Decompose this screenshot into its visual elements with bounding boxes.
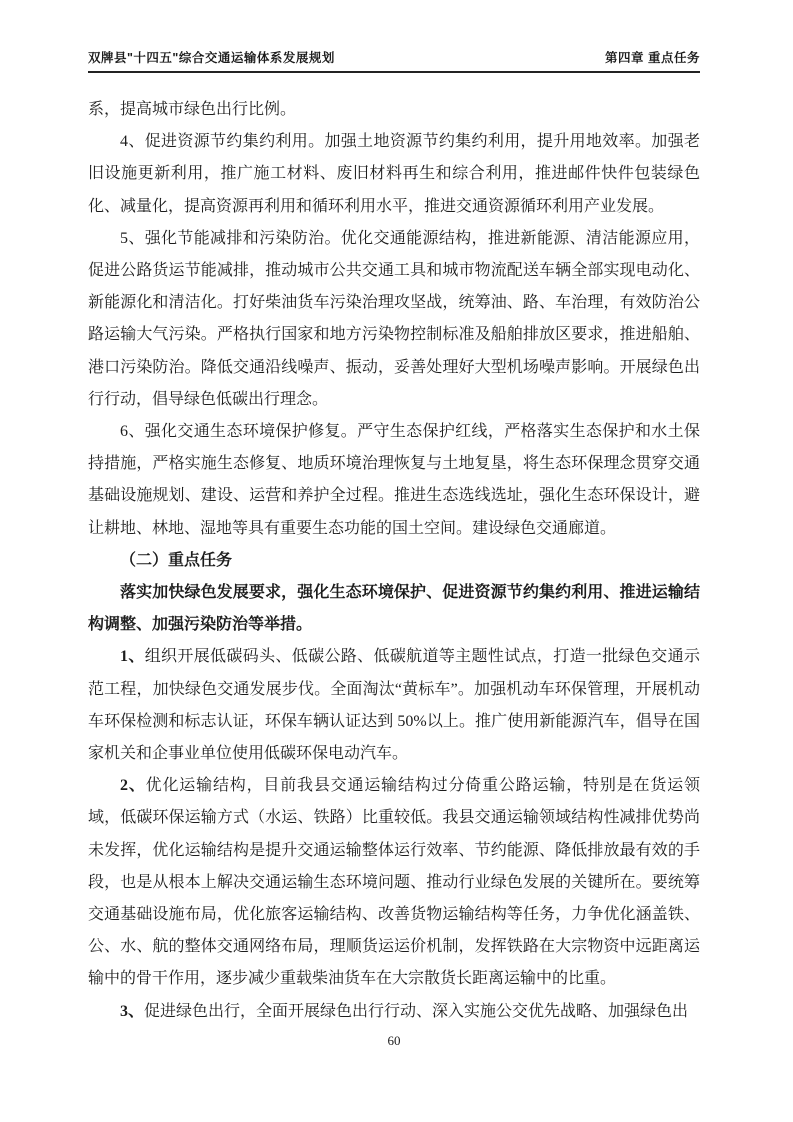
paragraph-summary-bold [88,577,700,641]
paragraph-item-1 [88,641,700,770]
paragraph-number: 4、 [120,133,145,151]
paragraph-continuation [88,94,700,126]
paragraph-number: 3、 [120,1002,145,1020]
paragraph-item-4 [88,126,700,223]
paragraph-text: 促进资源节约集约利用。加强土地资源节约集约利用，提升用地效率。加强老旧设施更新利用，推广施工材料、废旧材料再生和综合利用，推进邮件快件包装绿色化、减量化，提高资源再利用和循环利用水平，推进交通资源循环利用产业发展。 [88,133,700,215]
paragraph-text: 促进绿色出行，全面开展绿色出行行动、深入实施公交优先战略、加强绿色出 [144,1002,689,1020]
header-chapter-title: 第四章 重点任务 [605,51,700,65]
page-number: 60 [387,1032,401,1048]
paragraph-text: 强化交通生态环境保护修复。严守生态保护红线，严格落实生态保护和水土保持措施，严格实施生态修复、地质环境治理恢复与土地复垦，将生态环保理念贯穿交通基础设施规划、建设、运营和养护全过程。推进生态选线选址，强化生态环保设计，避让耕地、林地、湿地等具有重要生态功能的国土空间。建设绿色交通廊道。 [88,423,700,537]
paragraph-text: 强化节能减排和污染防治。优化交通能源结构，推进新能源、清洁能源应用，促进公路货运节能减排，推动城市公共交通工具和城市物流配送车辆全部实现电动化、新能源化和清洁化。打好柴油货车污染治理攻坚战，统筹油、路、车治理，有效防治公路运输大气污染。严格执行国家和地方污染物控制标准及船舶排放区要求，推进船舶、港口污染防治。降低交通沿线噪声、振动，妥善处理好大型机场噪声影响。开展绿色出行行动，倡导绿色低碳出行理念。 [88,229,700,408]
header-document-title: 双牌县"十四五"综合交通运输体系发展规划 [88,51,335,65]
paragraph-number: 1、 [120,648,145,666]
paragraph-item-5 [88,223,700,416]
section-heading-2 [88,545,700,577]
paragraph-text: 落实加快绿色发展要求，强化生态环境保护、促进资源节约集约利用、推进运输结构调整、加强污染防治等举措。 [88,584,700,634]
paragraph-text: 组织开展低碳码头、低碳公路、低碳航道等主题性试点，打造一批绿色交通示范工程，加快绿色交通发展步伐。全面淘汰“黄标车”。加强机动车环保管理，开展机动车环保检测和标志认证，环保车辆认证达到 50%以上。推广使用新能源汽车，倡导在国家机关和企事业单位使用低碳环保电动汽车。 [88,648,700,763]
page-header [88,48,700,73]
paragraph-item-6 [88,416,700,545]
paragraph-item-3 [88,996,700,1028]
paragraph-number: 6、 [120,423,145,441]
paragraph-text: 优化运输结构，目前我县交通运输结构过分倚重公路运输，特别是在货运领域，低碳环保运输方式（水运、铁路）比重较低。我县交通运输领域结构性减排优势尚未发挥，优化运输结构是提升交通运输整体运行效率、节约能源、降低排放最有效的手段，也是从根本上解决交通运输生态环境问题、推动行业绿色发展的关键所在。要统筹交通基础设施布局，优化旅客运输结构、改善货物运输结构等任务，力争优化涵盖铁、公、水、航的整体交通网络布局，理顺货运运价机制，发挥铁路在大宗物资中远距离运输中的骨干作用，逐步减少重载柴油货车在大宗散货长距离运输中的比重。 [88,777,700,988]
paragraph-item-2 [88,770,700,995]
document-body [88,94,700,1028]
section-heading-text: （二）重点任务 [120,551,233,569]
paragraph-number: 5、 [120,229,145,247]
paragraph-number: 2、 [120,777,146,795]
paragraph-text: 系，提高城市绿色出行比例。 [88,101,297,118]
page-footer [88,1033,700,1049]
